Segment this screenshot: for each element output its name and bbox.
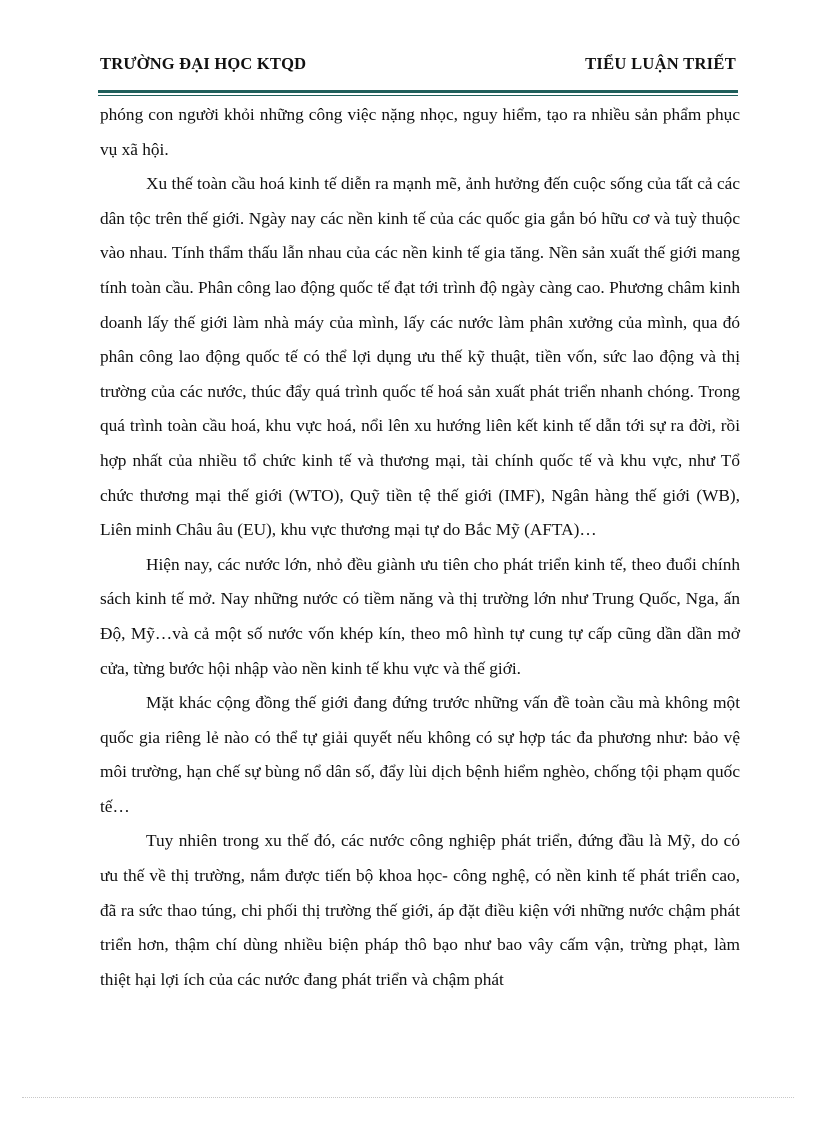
header-document-title: TIỂU LUẬN TRIẾT — [585, 54, 736, 73]
page-bottom-border — [22, 1097, 794, 1098]
header-school-name: TRƯỜNG ĐẠI HỌC KTQD — [100, 54, 307, 73]
paragraph-open-economy: Hiện nay, các nước lớn, nhỏ đều giành ưu tiên cho phát triển kinh tế, theo đuổi chính sách kinh tế mở. Nay những nước có tiềm năng và thị trường lớn như Trung Quốc, Nga, ấn Độ, Mỹ…và cả một số nước vốn khép kín, theo mô hình tự cung tự cấp cũng dần dần mở cửa, từng bước hội nhập vào nền kinh tế khu vực và thế giới. — [100, 554, 740, 678]
document-body — [100, 98, 740, 997]
header-divider-thick — [98, 90, 738, 93]
header-divider-thin — [98, 95, 738, 96]
page-header — [100, 52, 736, 78]
paragraph-continuation: phóng con người khỏi những công việc nặng nhọc, nguy hiểm, tạo ra nhiều sản phẩm phục vụ xã hội. — [100, 105, 740, 159]
paragraph-globalization: Xu thế toàn cầu hoá kinh tế diễn ra mạnh mẽ, ảnh hưởng đến cuộc sống của tất cả các dân tộc trên thế giới. Ngày nay các nền kinh tế của các quốc gia gắn bó hữu cơ và tuỳ thuộc vào nhau. Tính thẩm thấu lẫn nhau của các nền kinh tế gia tăng. Nền sản xuất thế giới mang tính toàn cầu. Phân công lao động quốc tế đạt tới trình độ ngày càng cao. Phương châm kinh doanh lấy thế giới làm nhà máy của mình, lấy các nước làm phân xưởng của mình, qua đó phân công lao động quốc tế có thể lợi dụng ưu thế kỹ thuật, tiền vốn, sức lao động và thị trường của các nước, thúc đẩy quá trình quốc tế hoá sản xuất phát triển nhanh chóng. Trong quá trình toàn cầu hoá, khu vực hoá, nổi lên xu hướng liên kết kinh tế dẫn tới sự ra đời, rồi hợp nhất của nhiều tổ chức kinh tế và thương mại, tài chính quốc tế và khu vực, như Tổ chức thương mại thế giới (WTO), Quỹ tiền tệ thế giới (IMF), Ngân hàng thế giới (WB), Liên minh Châu âu (EU), khu vực thương mại tự do Bắc Mỹ (AFTA)… — [100, 174, 740, 540]
paragraph-developed-countries: Tuy nhiên trong xu thế đó, các nước công nghiệp phát triển, đứng đầu là Mỹ, do có ưu thế về thị trường, nắm được tiến bộ khoa học- công nghệ, có nền kinh tế phát triển cao, đã ra sức thao túng, chi phối thị trường thế giới, áp đặt điều kiện với những nước chậm phát triển hơn, thậm chí dùng nhiều biện pháp thô bạo như bao vây cấm vận, trừng phạt, làm thiệt hại lợi ích của các nước đang phát triển và chậm phát — [100, 831, 740, 989]
paragraph-global-issues: Mặt khác cộng đồng thế giới đang đứng trước những vấn đề toàn cầu mà không một quốc gia riêng lẻ nào có thể tự giải quyết nếu không có sự hợp tác đa phương như: bảo vệ môi trường, hạn chế sự bùng nổ dân số, đẩy lùi dịch bệnh hiểm nghèo, chống tội phạm quốc tế… — [100, 693, 740, 816]
